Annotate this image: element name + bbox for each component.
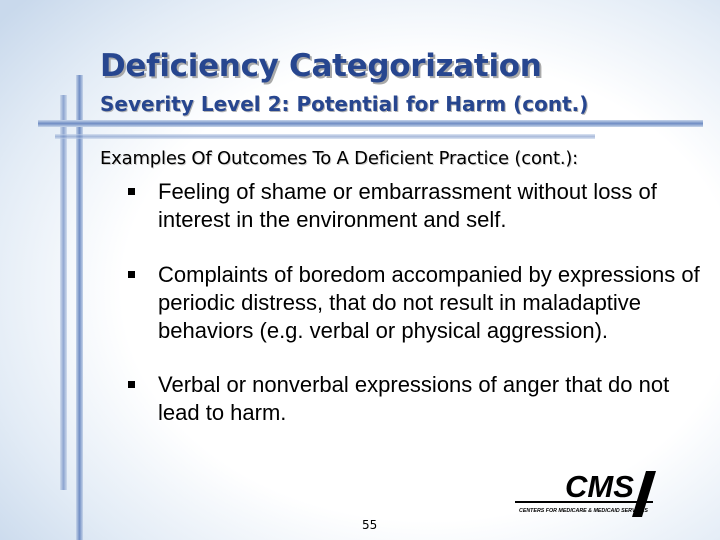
bullet-text: Feeling of shame or embarrassment without loss of interest in the environment and self. [158, 179, 657, 232]
bullet-text: Verbal or nonverbal expressions of anger that do not lead to harm. [158, 372, 670, 425]
square-bullet-icon [128, 381, 135, 388]
square-bullet-icon [128, 188, 135, 195]
square-bullet-icon [128, 271, 135, 278]
bullet-list [128, 178, 713, 427]
cms-logo [515, 465, 665, 521]
decorative-vertical-line [60, 95, 67, 490]
logo-text: CMS [565, 469, 634, 504]
page-number: 55 [362, 518, 378, 532]
decorative-horizontal-line [38, 120, 703, 127]
bullet-item [128, 261, 713, 345]
decorative-horizontal-line [55, 134, 595, 139]
bullet-item [128, 178, 713, 234]
intro-text: Examples Of Outcomes To A Deficient Practice (cont.): [100, 148, 579, 169]
bullet-text: Complaints of boredom accompanied by expressions of periodic distress, that do not result in maladaptive behaviors (e.g. verbal or physical aggression). [158, 262, 700, 343]
slide-title: Deficiency Categorization [100, 48, 542, 84]
slide-subtitle: Severity Level 2: Potential for Harm (cont.) [100, 92, 589, 116]
decorative-vertical-line [76, 75, 83, 540]
logo-tagline: CENTERS FOR MEDICARE & MEDICAID SERVICES [519, 508, 648, 514]
bullet-item [128, 371, 713, 427]
